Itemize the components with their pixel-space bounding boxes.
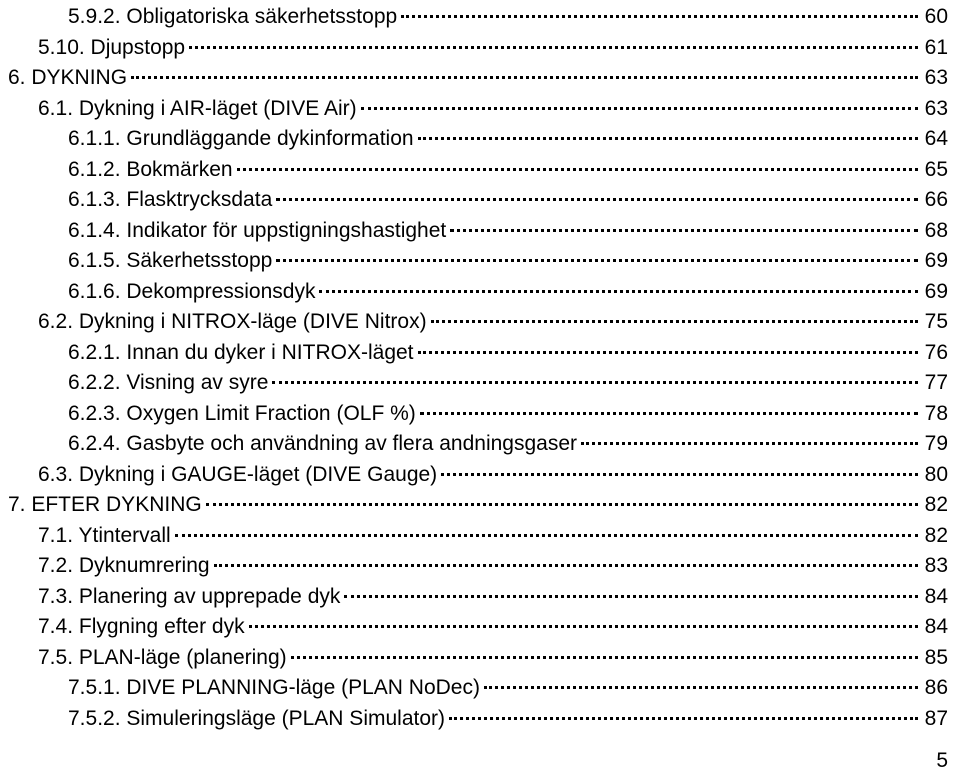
toc-entry-page: 79 (924, 432, 948, 455)
toc-entry-page: 84 (924, 584, 948, 608)
toc-entry[interactable] (8, 490, 948, 521)
toc-entry[interactable] (8, 399, 948, 430)
toc-dot-leader (206, 503, 918, 506)
toc-entry-title: 7. EFTER DYKNING (8, 493, 202, 516)
toc-entry-page: 86 (924, 676, 948, 699)
page-number: 5 (936, 749, 948, 772)
toc-entry[interactable] (8, 704, 948, 735)
toc-entry-page: 82 (924, 493, 948, 516)
toc-entry-page: 66 (924, 188, 948, 211)
toc-entry-page: 63 (924, 66, 948, 89)
toc-dot-leader (431, 320, 918, 323)
toc-dot-leader (450, 229, 918, 232)
toc-entry[interactable] (8, 612, 948, 643)
toc-entry[interactable] (8, 368, 948, 399)
toc-entry[interactable] (8, 63, 948, 94)
toc-entry-page: 84 (924, 615, 948, 638)
toc-entry[interactable] (8, 33, 948, 64)
toc-dot-leader (361, 107, 918, 110)
toc-entry-title: 7.4. Flygning efter dyk (38, 615, 245, 638)
table-of-contents (8, 2, 948, 734)
toc-entry-page: 82 (924, 523, 948, 547)
toc-entry-title: 5.10. Djupstopp (38, 35, 186, 59)
toc-dot-leader (237, 168, 918, 171)
toc-entry[interactable] (8, 551, 948, 582)
toc-entry-page: 69 (924, 249, 948, 272)
toc-entry-title: 6.1.6. Dekompressionsdyk (68, 279, 316, 303)
toc-entry-page: 65 (924, 157, 948, 181)
toc-entry[interactable] (8, 582, 948, 613)
toc-entry-page: 68 (924, 218, 948, 242)
toc-entry-title: 5.9.2. Obligatoriska säkerhetsstopp (68, 5, 398, 28)
toc-entry-title: 6.2.4. Gasbyte och användning av flera andningsgaser (68, 432, 578, 455)
toc-dot-leader (484, 686, 918, 689)
toc-dot-leader (276, 198, 918, 201)
toc-entry-title: 7.5. PLAN-läge (planering) (38, 645, 287, 669)
toc-entry[interactable] (8, 2, 948, 33)
toc-dot-leader (581, 442, 918, 445)
toc-entry-title: 6.3. Dykning i GAUGE-läget (DIVE Gauge) (38, 462, 438, 486)
toc-entry-page: 87 (924, 706, 948, 730)
toc-dot-leader (214, 564, 918, 567)
toc-entry[interactable] (8, 124, 948, 155)
toc-dot-leader (401, 15, 918, 18)
toc-entry-title: 7.3. Planering av upprepade dyk (38, 584, 341, 608)
toc-entry[interactable] (8, 155, 948, 186)
toc-entry-title: 6.1.4. Indikator för uppstigningshastighet (68, 218, 447, 242)
toc-dot-leader (344, 595, 918, 598)
toc-dot-leader (276, 259, 918, 262)
toc-dot-leader (272, 381, 918, 384)
toc-entry-title: 7.5.1. DIVE PLANNING-läge (PLAN NoDec) (68, 676, 480, 699)
toc-entry[interactable] (8, 429, 948, 460)
toc-dot-leader (189, 46, 918, 49)
toc-entry[interactable] (8, 307, 948, 338)
toc-entry-title: 7.5.2. Simuleringsläge (PLAN Simulator) (68, 706, 445, 730)
toc-entry-title: 6.2. Dykning i NITROX-läge (DIVE Nitrox) (38, 310, 427, 333)
toc-entry-title: 6.1.5. Säkerhetsstopp (68, 249, 273, 272)
toc-entry-title: 6. DYKNING (8, 66, 128, 89)
toc-entry[interactable] (8, 94, 948, 125)
toc-entry-title: 7.2. Dyknumrering (38, 554, 210, 577)
toc-entry-page: 61 (924, 35, 948, 59)
toc-entry-page: 85 (924, 645, 948, 669)
toc-dot-leader (418, 351, 918, 354)
toc-entry[interactable] (8, 246, 948, 277)
toc-entry[interactable] (8, 521, 948, 552)
toc-entry-page: 64 (924, 127, 948, 150)
toc-dot-leader (291, 656, 918, 659)
toc-dot-leader (449, 717, 918, 720)
toc-entry-page: 77 (924, 371, 948, 394)
toc-entry-title: 6.1. Dykning i AIR-läget (DIVE Air) (38, 96, 357, 120)
toc-dot-leader (420, 412, 918, 415)
toc-entry-title: 6.2.3. Oxygen Limit Fraction (OLF %) (68, 401, 416, 425)
toc-dot-leader (441, 473, 918, 476)
toc-entry-title: 7.1. Ytintervall (38, 523, 171, 547)
toc-entry-page: 63 (924, 96, 948, 120)
toc-entry-page: 78 (924, 401, 948, 425)
toc-entry-page: 60 (924, 5, 948, 28)
toc-entry-page: 80 (924, 462, 948, 486)
toc-entry-page: 83 (924, 554, 948, 577)
toc-entry[interactable] (8, 643, 948, 674)
toc-entry[interactable] (8, 185, 948, 216)
toc-dot-leader (418, 137, 918, 140)
toc-entry-title: 6.1.1. Grundläggande dykinformation (68, 127, 414, 150)
toc-entry[interactable] (8, 460, 948, 491)
toc-dot-leader (249, 625, 918, 628)
toc-dot-leader (131, 76, 918, 79)
toc-entry[interactable] (8, 277, 948, 308)
toc-entry[interactable] (8, 216, 948, 247)
toc-entry-title: 6.1.3. Flasktrycksdata (68, 188, 273, 211)
toc-dot-leader (319, 290, 918, 293)
toc-entry-page: 69 (924, 279, 948, 303)
toc-dot-leader (175, 534, 918, 537)
toc-entry-page: 76 (924, 340, 948, 364)
toc-entry-title: 6.1.2. Bokmärken (68, 157, 233, 181)
toc-entry-title: 6.2.1. Innan du dyker i NITROX-läget (68, 340, 414, 364)
toc-entry-title: 6.2.2. Visning av syre (68, 371, 269, 394)
toc-entry[interactable] (8, 338, 948, 369)
toc-entry[interactable] (8, 673, 948, 704)
toc-entry-page: 75 (924, 310, 948, 333)
